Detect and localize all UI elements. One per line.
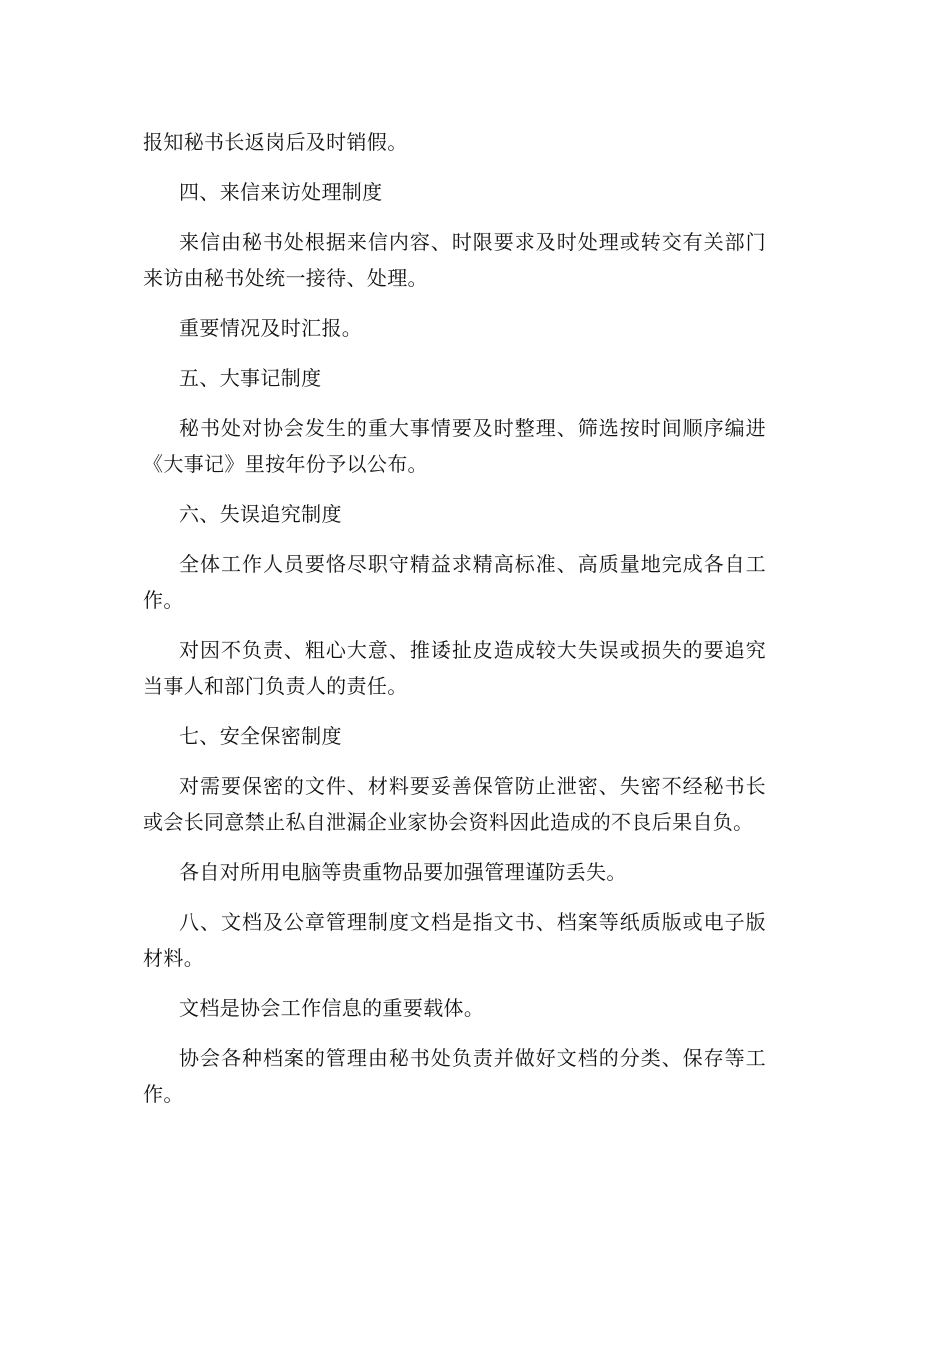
paragraph-14: 文档是协会工作信息的重要载体。 <box>179 996 485 1020</box>
document-body <box>143 124 766 1126</box>
paragraph-3: 来信由秘书处根据来信内容、时限要求及时处理或转交有关部门来访由秘书处统一接待、处理。 <box>143 230 766 290</box>
section-heading-7: 七、安全保密制度 <box>179 724 342 748</box>
section-heading-6: 六、失误追究制度 <box>179 502 342 526</box>
paragraph-1: 报知秘书长返岗后及时销假。 <box>143 130 408 154</box>
paragraph-12: 各自对所用电脑等贵重物品要加强管理谨防丢失。 <box>179 860 627 884</box>
section-heading-4: 四、来信来访处理制度 <box>179 180 383 204</box>
section-heading-5: 五、大事记制度 <box>179 366 322 390</box>
paragraph-15: 协会各种档案的管理由秘书处负责并做好文档的分类、保存等工作。 <box>143 1046 766 1106</box>
paragraph-11: 对需要保密的文件、材料要妥善保管防止泄密、失密不经秘书长或会长同意禁止私自泄漏企业家协会资料因此造成的不良后果自负。 <box>143 774 766 834</box>
paragraph-6: 秘书处对协会发生的重大事情要及时整理、筛选按时间顺序编进《大事记》里按年份予以公布。 <box>143 416 766 476</box>
paragraph-9: 对因不负责、粗心大意、推诿扯皮造成较大失误或损失的要追究当事人和部门负责人的责任。 <box>143 638 766 698</box>
paragraph-8: 全体工作人员要恪尽职守精益求精高标准、高质量地完成各自工作。 <box>143 552 766 612</box>
section-heading-8: 八、文档及公章管理制度文档是指文书、档案等纸质版或电子版材料。 <box>143 910 766 970</box>
paragraph-4: 重要情况及时汇报。 <box>179 316 363 340</box>
